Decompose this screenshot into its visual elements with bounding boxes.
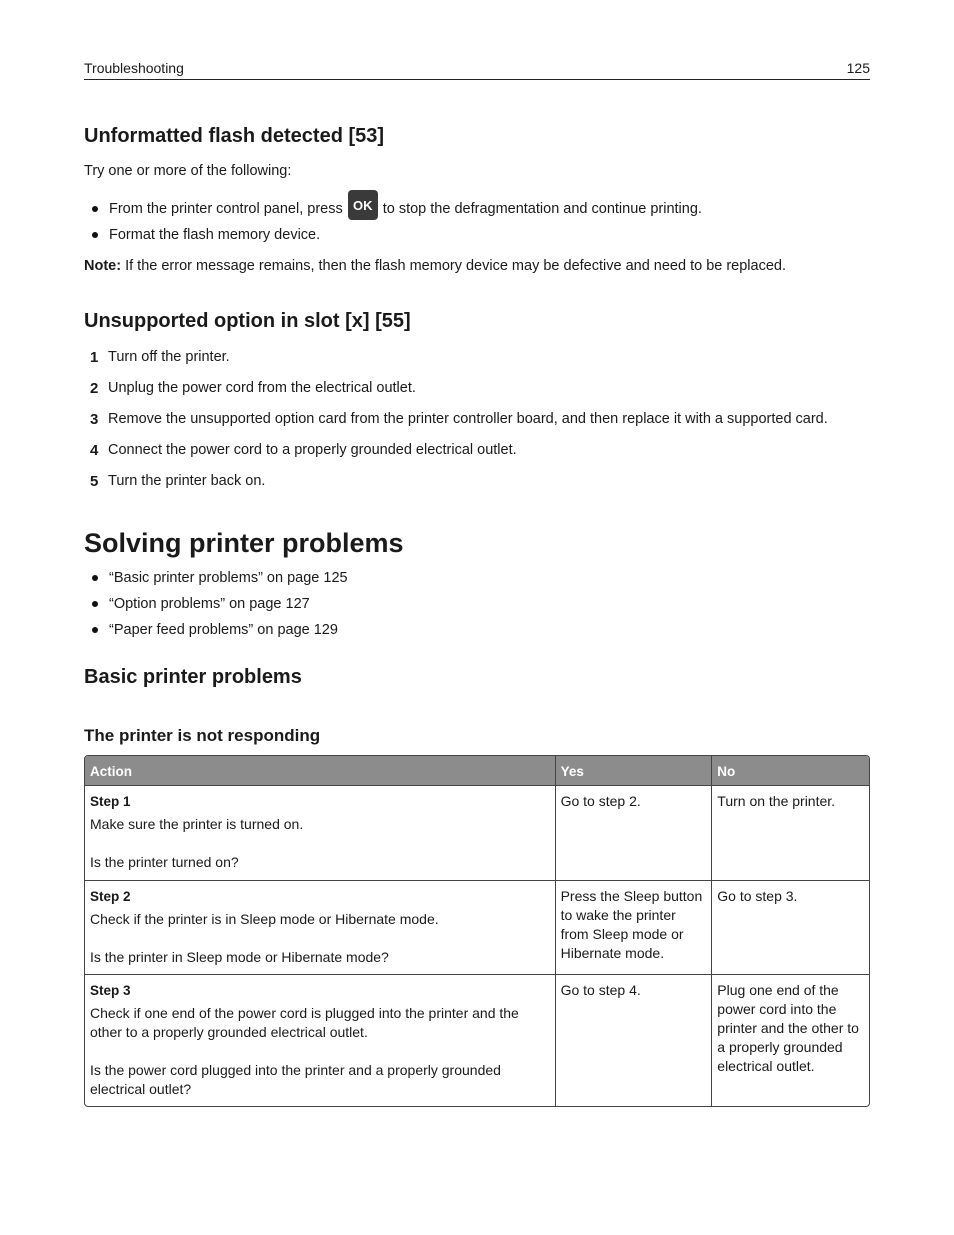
action-cell — [85, 785, 555, 880]
step-text: Remove the unsupported option card from the printer controller board, and then replace it with a supported card. — [108, 411, 828, 427]
step-number: 2 — [90, 380, 99, 397]
heading-solving-printer-problems: Solving printer problems — [84, 528, 404, 558]
section-name: Troubleshooting — [84, 60, 184, 76]
step-text: Turn the printer back on. — [108, 473, 266, 489]
link-text[interactable]: “Basic printer problems” on page 125 — [109, 570, 348, 586]
link-option-problems[interactable] — [92, 596, 310, 612]
intro-text: Try one or more of the following: — [84, 163, 292, 179]
column-header-action: Action — [85, 756, 555, 785]
yes-cell: Go to step 4. — [555, 974, 712, 1106]
link-basic-printer-problems[interactable] — [92, 570, 348, 586]
heading-unformatted-flash: Unformatted flash detected [53] — [84, 125, 385, 147]
bullet-text-after: to stop the defragmentation and continue printing. — [382, 201, 702, 217]
link-paper-feed-problems[interactable] — [92, 622, 338, 638]
heading-unsupported-option: Unsupported option in slot [x] [55] — [84, 310, 411, 332]
action-cell — [85, 974, 555, 1106]
step-item — [90, 349, 230, 366]
step-number: 1 — [90, 349, 99, 366]
table-row — [85, 974, 869, 1106]
column-header-yes: Yes — [555, 756, 712, 785]
troubleshooting-table — [84, 755, 870, 1107]
yes-cell: Go to step 2. — [555, 785, 712, 880]
bullet-dot — [92, 627, 98, 633]
bullet-dot — [92, 206, 98, 212]
note-text: If the error message remains, then the flash memory device may be defective and need to be replaced. — [125, 258, 787, 274]
note-paragraph — [84, 258, 786, 274]
table-row — [85, 785, 869, 880]
step-item — [90, 442, 517, 459]
column-header-no: No — [711, 756, 869, 785]
step-question: Is the printer turned on? — [90, 854, 239, 870]
link-text[interactable]: “Paper feed problems” on page 129 — [109, 622, 338, 638]
bullet-format-flash — [92, 227, 320, 243]
link-text[interactable]: “Option problems” on page 127 — [109, 596, 310, 612]
bullet-press-ok — [92, 194, 702, 224]
page-number: 125 — [846, 60, 870, 76]
step-number: 3 — [90, 411, 99, 428]
yes-cell: Press the Sleep button to wake the printer from Sleep mode or Hibernate mode. — [555, 880, 712, 974]
table-header-row — [85, 756, 869, 785]
table-row — [85, 880, 869, 974]
step-action: Check if one end of the power cord is plugged into the printer and the other to a properly grounded electrical outlet. — [90, 1005, 519, 1040]
step-text: Connect the power cord to a properly grounded electrical outlet. — [108, 442, 517, 458]
step-number: 5 — [90, 473, 99, 490]
bullet-text: Format the flash memory device. — [109, 227, 321, 243]
bullet-dot — [92, 601, 98, 607]
step-number: 4 — [90, 442, 99, 459]
step-question: Is the power cord plugged into the printer and a properly grounded electrical outlet? — [90, 1062, 501, 1097]
step-title: Step 3 — [90, 983, 131, 998]
no-cell: Plug one end of the power cord into the printer and the other to a properly grounded electrical outlet. — [711, 974, 869, 1106]
heading-basic-printer-problems: Basic printer problems — [84, 666, 302, 688]
step-question: Is the printer in Sleep mode or Hibernate mode? — [90, 949, 389, 965]
step-title: Step 2 — [90, 889, 131, 904]
bullet-dot — [92, 575, 98, 581]
running-header — [84, 60, 870, 80]
heading-printer-not-responding: The printer is not responding — [84, 726, 321, 745]
step-item — [90, 380, 416, 397]
no-cell: Go to step 3. — [711, 880, 869, 974]
step-text: Turn off the printer. — [108, 349, 230, 365]
action-cell — [85, 880, 555, 974]
step-action: Check if the printer is in Sleep mode or Hibernate mode. — [90, 911, 439, 927]
note-label: Note: — [84, 258, 122, 274]
step-item — [90, 473, 265, 490]
no-cell: Turn on the printer. — [711, 785, 869, 880]
step-action: Make sure the printer is turned on. — [90, 816, 304, 832]
ok-button-icon: OK — [348, 190, 378, 220]
step-item — [90, 411, 828, 428]
step-text: Unplug the power cord from the electrical outlet. — [108, 380, 416, 396]
bullet-dot — [92, 232, 98, 238]
step-title: Step 1 — [90, 794, 131, 809]
bullet-text-before: From the printer control panel, press — [109, 201, 343, 217]
